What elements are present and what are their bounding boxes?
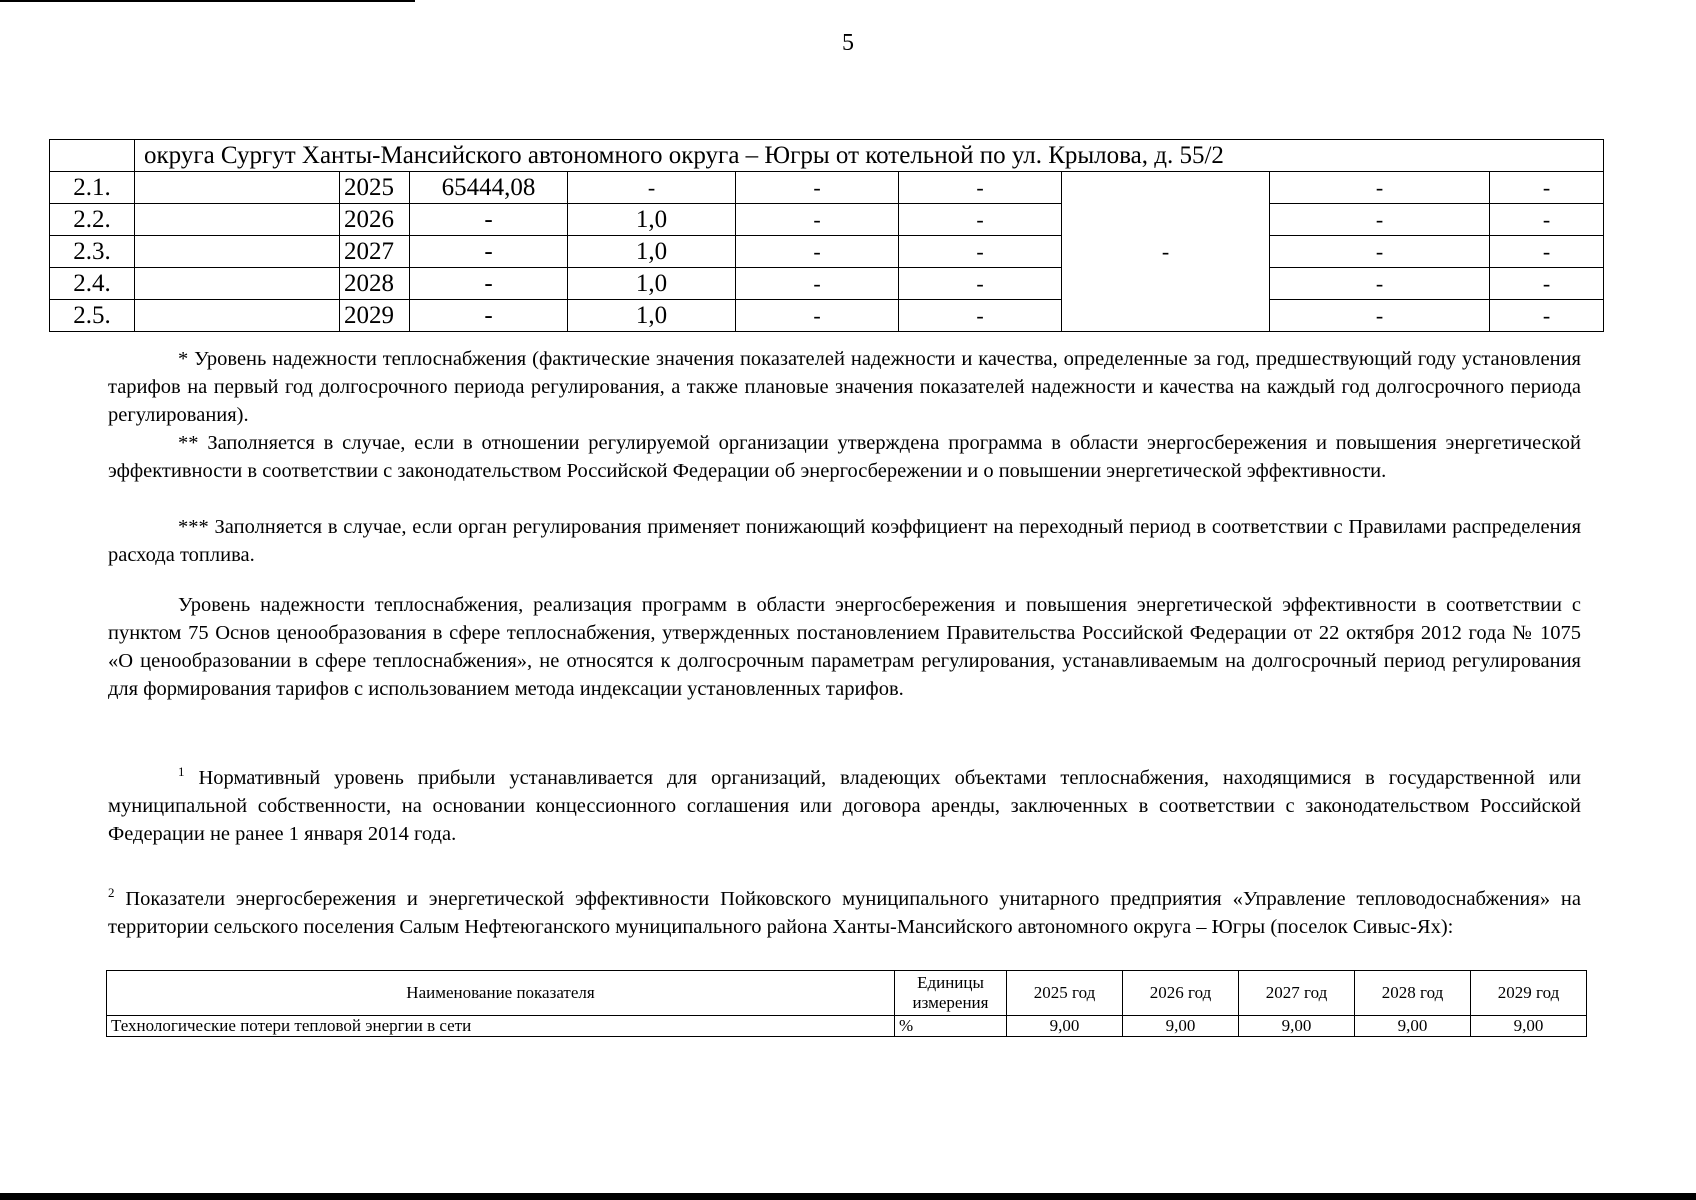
efficiency-header-row bbox=[107, 971, 1587, 1016]
table-cell: - bbox=[1270, 204, 1490, 236]
footnote-1 bbox=[108, 764, 1581, 848]
table-cell: - bbox=[899, 172, 1062, 204]
indicator-value: 9,00 bbox=[1471, 1016, 1587, 1037]
table-cell bbox=[135, 204, 340, 236]
table-cell: - bbox=[1270, 268, 1490, 300]
header-year: 2026 год bbox=[1123, 971, 1239, 1016]
table-cell: - bbox=[1490, 204, 1604, 236]
table-cell: 1,0 bbox=[568, 204, 736, 236]
table-row bbox=[107, 1016, 1587, 1037]
table-cell: - bbox=[1270, 172, 1490, 204]
table-cell: 1,0 bbox=[568, 300, 736, 332]
header-year: 2025 год bbox=[1007, 971, 1123, 1016]
year-cell: 2025 bbox=[340, 172, 410, 204]
table-cell: - bbox=[736, 204, 899, 236]
indicator-value: 9,00 bbox=[1355, 1016, 1471, 1037]
table-cell: - bbox=[1490, 172, 1604, 204]
footnote-2-mark: 2 bbox=[108, 885, 115, 901]
table-row bbox=[50, 268, 1604, 300]
paragraph-reliability-level: Уровень надежности теплоснабжения, реализация программ в области энергосбережения и повышения энергетической эффективности в соответствии с пунктом 75 Основ ценообразования в сфере теплоснабжения, утвержденных постановлением Правительства Российской Федерации от 22 октября 2012 года № 1075 «О ценообразовании в сфере теплоснабжения», не относятся к долгосрочным параметрам регулирования, устанавливаемым на долгосрочный период регулирования для формирования тарифов с использованием метода индексации установленных тарифов. bbox=[108, 594, 1581, 700]
table-cell: 65444,08 bbox=[410, 172, 568, 204]
table-cell: - bbox=[410, 300, 568, 332]
header-unit: Единицы измерения bbox=[895, 971, 1007, 1016]
table-row bbox=[50, 300, 1604, 332]
table-cell: - bbox=[1490, 300, 1604, 332]
table-row bbox=[50, 204, 1604, 236]
row-number: 2.5. bbox=[50, 300, 135, 332]
table-cell bbox=[135, 300, 340, 332]
table-cell: - bbox=[410, 268, 568, 300]
row-number: 2.3. bbox=[50, 236, 135, 268]
row-number: 2.2. bbox=[50, 204, 135, 236]
indicator-unit: % bbox=[895, 1016, 1007, 1037]
indicator-value: 9,00 bbox=[1239, 1016, 1355, 1037]
table-cell: - bbox=[736, 268, 899, 300]
table-row bbox=[50, 172, 1604, 204]
header-indicator-name: Наименование показателя bbox=[107, 971, 895, 1016]
row-number: 2.1. bbox=[50, 172, 135, 204]
tariff-heading: округа Сургут Ханты-Мансийского автономного округа – Югры от котельной по ул. Крылова, д. 55/2 bbox=[135, 140, 1604, 172]
table-cell: - bbox=[899, 268, 1062, 300]
header-year: 2028 год bbox=[1355, 971, 1471, 1016]
footnote-2 bbox=[108, 885, 1581, 941]
table-cell: - bbox=[736, 300, 899, 332]
bottom-bar bbox=[0, 1193, 1696, 1200]
table-cell: - bbox=[410, 236, 568, 268]
year-cell: 2026 bbox=[340, 204, 410, 236]
header-year: 2029 год bbox=[1471, 971, 1587, 1016]
footnote-1-text: Нормативный уровень прибыли устанавливается для организаций, владеющих объектами теплоснабжения, находящимися в государственной или муниципальной собственности, на основании концессионного соглашения или договора аренды, заключенных в соответствии с законодательством Российской Федерации не ранее 1 января 2014 года. bbox=[108, 767, 1581, 845]
table-cell: - bbox=[410, 204, 568, 236]
table-cell: - bbox=[568, 172, 736, 204]
page-number: 5 bbox=[842, 30, 854, 56]
year-cell: 2029 bbox=[340, 300, 410, 332]
header-year: 2027 год bbox=[1239, 971, 1355, 1016]
footnote-1-mark: 1 bbox=[178, 764, 185, 780]
year-cell: 2028 bbox=[340, 268, 410, 300]
efficiency-table bbox=[106, 970, 1587, 1037]
indicator-value: 9,00 bbox=[1007, 1016, 1123, 1037]
table-cell bbox=[135, 236, 340, 268]
note-reduction-coefficient: *** Заполняется в случае, если орган регулирования применяет понижающий коэффициент на переходный период в соответствии с Правилами распределения расхода топлива. bbox=[108, 516, 1581, 566]
indicator-value: 9,00 bbox=[1123, 1016, 1239, 1037]
indicator-name: Технологические потери тепловой энергии в сети bbox=[107, 1016, 895, 1037]
table-cell: - bbox=[1270, 236, 1490, 268]
table-cell: - bbox=[736, 172, 899, 204]
table-cell bbox=[50, 140, 135, 172]
top-rule bbox=[0, 0, 415, 2]
table-row bbox=[50, 236, 1604, 268]
table-cell: 1,0 bbox=[568, 236, 736, 268]
year-cell: 2027 bbox=[340, 236, 410, 268]
tariff-heading-row bbox=[50, 140, 1604, 172]
note-energy-saving: ** Заполняется в случае, если в отношении регулируемой организации утверждена программа в области энергосбережения и повышения энергетической эффективности в соответствии с законодательством Российской Федерации об энергосбережении и о повышении энергетической эффективности. bbox=[108, 432, 1581, 482]
footnote-2-text: Показатели энергосбережения и энергетической эффективности Пойковского муниципального унитарного предприятия «Управление тепловодоснабжения» на территории сельского поселения Салым Нефтеюганского муниципального района Ханты-Мансийского автономного округа – Югры (поселок Сивыс-Ях): bbox=[108, 888, 1581, 938]
table-cell: - bbox=[736, 236, 899, 268]
table-cell: - bbox=[899, 204, 1062, 236]
table-cell: 1,0 bbox=[568, 268, 736, 300]
table-cell: - bbox=[1270, 300, 1490, 332]
merged-cell: - bbox=[1062, 172, 1270, 332]
note-reliability: * Уровень надежности теплоснабжения (фактические значения показателей надежности и качества, определенные за год, предшествующий году установления тарифов на первый год долгосрочного периода регулирования, а также плановые значения показателей надежности и качества на каждый год долгосрочного периода регулирования). bbox=[108, 348, 1581, 426]
table-cell: - bbox=[1490, 268, 1604, 300]
table-cell: - bbox=[1490, 236, 1604, 268]
table-cell: - bbox=[899, 236, 1062, 268]
tariff-table bbox=[49, 139, 1604, 332]
row-number: 2.4. bbox=[50, 268, 135, 300]
table-cell bbox=[135, 172, 340, 204]
table-cell: - bbox=[899, 300, 1062, 332]
table-cell bbox=[135, 268, 340, 300]
